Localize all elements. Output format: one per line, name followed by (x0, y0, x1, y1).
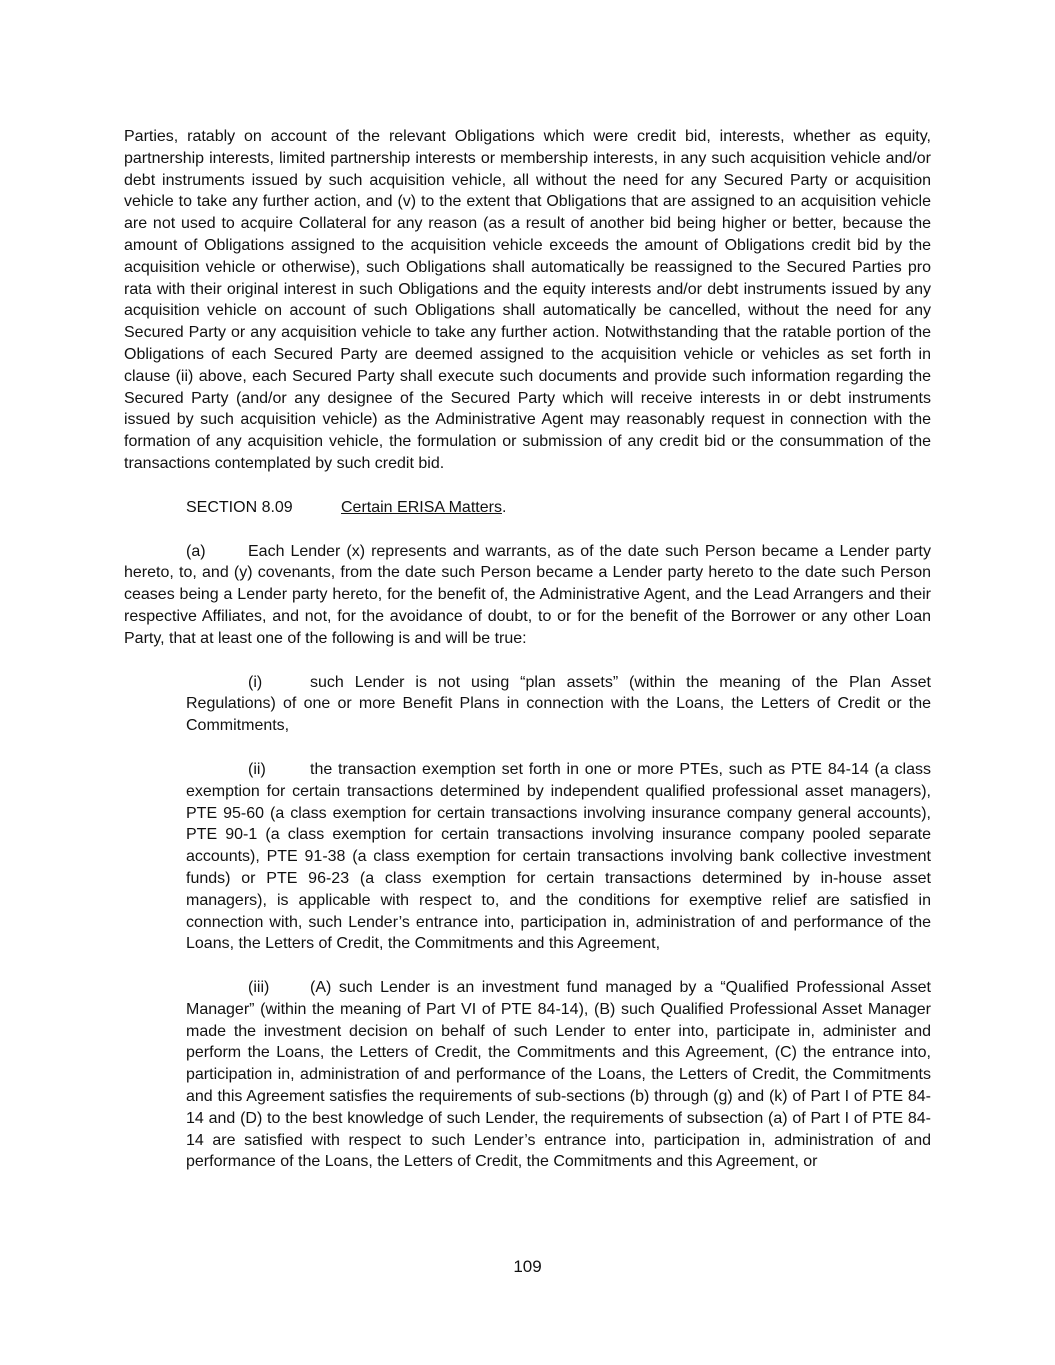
section-heading (124, 497, 931, 519)
clause-item-label: (iii) (248, 979, 270, 997)
clause-item-label: (i) (248, 673, 263, 691)
clause-item-i (186, 672, 931, 737)
clause-a (124, 541, 931, 650)
page-number: 109 (513, 1257, 542, 1276)
clause-item-label: (ii) (248, 760, 266, 778)
clause-item-iii (186, 977, 931, 1173)
clause-a-label: (a) (186, 542, 206, 560)
clause-a-text: Each Lender (x) represents and warrants, as of the date such Person became a Lender party hereto, to, and (y) covenants, from the date such Person became a Lender party hereto to the date such Person ceases being a Lender party hereto, for the benefit of, the Administrative Agent, and the Lead Arrangers and their respective Affiliates, and not, for the avoidance of doubt, to or for the benefit of the Borrower or any other Loan Party, that at least one of the following is and will be true: (124, 542, 931, 647)
clause-item-text: (A) such Lender is an investment fund managed by a “Qualified Professional Asset Manager” (within the meaning of Part VI of PTE 84-14), (B) such Qualified Professional Asset Manager made the investment decision on behalf of such Lender to enter into, participate in, administer and perform the Loans, the Letters of Credit, the Commitments and this Agreement, (C) the entrance into, participation in, administration of and performance of the Loans, the Letters of Credit, the Commitments and this Agreement satisfies the requirements of sub-sections (b) through (g) and (k) of Part I of PTE 84-14 and (D) to the best knowledge of such Lender, the requirements of subsection (a) of Part I of PTE 84-14 are satisfied with respect to such Lender’s entrance into, participation in, administration of and performance of the Loans, the Letters of Credit, the Commitments and this Agreement, or (186, 979, 931, 1171)
clause-item-text: such Lender is not using “plan assets” (within the meaning of the Plan Asset Regulations) of one or more Benefit Plans in connection with the Loans, the Letters of Credit or the Commitments, (186, 673, 931, 735)
section-title: Certain ERISA Matters (341, 498, 502, 516)
continued-paragraph: Parties, ratably on account of the relevant Obligations which were credit bid, interests, whether as equity, partnership interests, limited partnership interests or membership interests, in any such acquisition vehicle and/or debt instruments issued by such acquisition vehicle, all without the need for any Secured Party or acquisition vehicle to take any further action, and (v) to the extent that Obligations that are assigned to an acquisition vehicle are not used to acquire Collateral for any reason (as a result of another bid being higher or better, because the amount of Obligations assigned to the acquisition vehicle exceeds the amount of Obligations credit bid by the acquisition vehicle or otherwise), such Obligations shall automatically be reassigned to the Secured Parties pro rata with their original interest in such Obligations and the equity interests and/or debt instruments issued by any acquisition vehicle on account of such Obligations shall automatically be cancelled, without the need for any Secured Party or any acquisition vehicle to take any further action. Notwithstanding that the ratable portion of the Obligations of each Secured Party are deemed assigned to the acquisition vehicle or vehicles as set forth in clause (ii) above, each Secured Party shall execute such documents and provide such information regarding the Secured Party (and/or any designee of the Secured Party which will receive interests in or debt instruments issued by such acquisition vehicle) as the Administrative Agent may reasonably request in connection with the formation of any acquisition vehicle, the formulation or submission of any credit bid or the consummation of the transactions contemplated by such credit bid. (124, 128, 931, 472)
clause-item-text: the transaction exemption set forth in one or more PTEs, such as PTE 84-14 (a class exemption for certain transactions determined by independent qualified professional asset managers), PTE 95-60 (a class exemption for certain transactions involving insurance company general accounts), PTE 90-1 (a class exemption for certain transactions involving insurance company pooled separate accounts), PTE 91-38 (a class exemption for certain transactions involving bank collective investment funds) or PTE 96-23 (a class exemption for certain transactions determined by in-house asset managers), is applicable with respect to, and the conditions for exemptive relief are satisfied in connection with, such Lender’s entrance into, participation in, administration of and performance of the Loans, the Letters of Credit, the Commitments and this Agreement, (186, 760, 931, 953)
document-body (124, 126, 931, 1173)
section-number: SECTION 8.09 (186, 498, 293, 516)
section-title-period: . (501, 498, 507, 516)
clause-item-ii (186, 759, 931, 955)
